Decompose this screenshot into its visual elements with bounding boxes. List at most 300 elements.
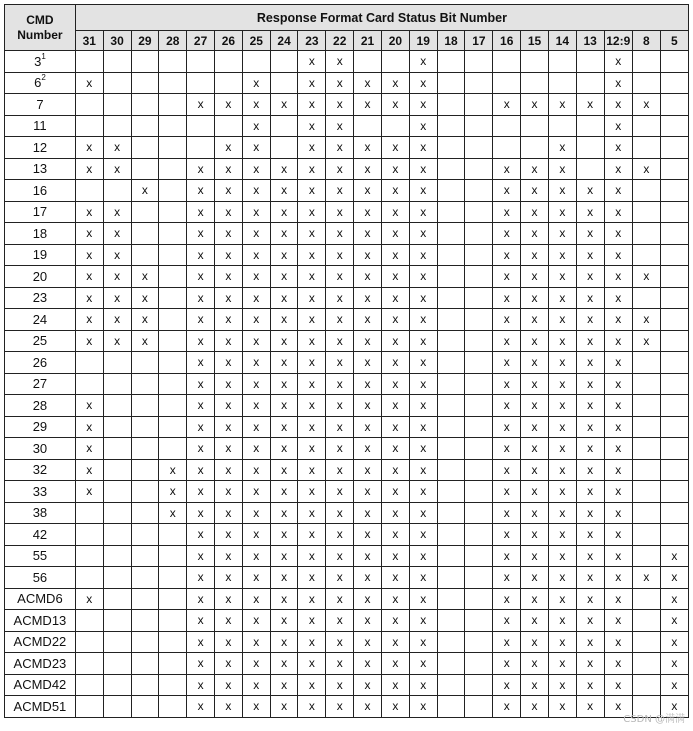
status-mark: x — [326, 416, 354, 438]
status-mark: x — [521, 158, 549, 180]
status-mark: x — [409, 330, 437, 352]
empty-cell — [103, 696, 131, 718]
status-mark: x — [521, 674, 549, 696]
empty-cell — [159, 223, 187, 245]
cmd-cell — [5, 373, 76, 395]
status-mark: x — [409, 502, 437, 524]
empty-cell — [270, 51, 298, 73]
status-mark: x — [576, 395, 604, 417]
status-mark: x — [381, 481, 409, 503]
status-mark: x — [409, 137, 437, 159]
status-mark: x — [187, 395, 215, 417]
empty-cell — [437, 309, 465, 331]
empty-cell — [660, 352, 688, 374]
status-mark: x — [493, 266, 521, 288]
cmd-label: 33 — [32, 483, 48, 499]
cmd-cell — [5, 567, 76, 589]
status-mark: x — [187, 223, 215, 245]
status-mark: x — [270, 631, 298, 653]
status-mark: x — [131, 309, 159, 331]
status-mark: x — [354, 373, 382, 395]
empty-cell — [632, 352, 660, 374]
empty-cell — [159, 137, 187, 159]
status-mark: x — [187, 244, 215, 266]
status-mark: x — [103, 266, 131, 288]
empty-cell — [103, 653, 131, 675]
status-mark: x — [215, 481, 243, 503]
empty-cell — [270, 137, 298, 159]
status-mark: x — [521, 696, 549, 718]
status-mark: x — [298, 72, 326, 94]
empty-cell — [187, 115, 215, 137]
status-mark: x — [354, 94, 382, 116]
status-mark: x — [354, 137, 382, 159]
status-mark: x — [298, 481, 326, 503]
status-mark: x — [493, 653, 521, 675]
table-row — [5, 201, 689, 223]
status-mark: x — [215, 137, 243, 159]
status-mark: x — [493, 201, 521, 223]
empty-cell — [103, 438, 131, 460]
table-row — [5, 631, 689, 653]
status-mark: x — [604, 287, 632, 309]
status-mark: x — [131, 266, 159, 288]
status-mark: x — [326, 502, 354, 524]
status-mark: x — [409, 416, 437, 438]
empty-cell — [131, 115, 159, 137]
empty-cell — [437, 352, 465, 374]
status-mark: x — [381, 545, 409, 567]
empty-cell — [493, 51, 521, 73]
empty-cell — [381, 115, 409, 137]
status-mark: x — [215, 438, 243, 460]
empty-cell — [103, 502, 131, 524]
empty-cell — [159, 438, 187, 460]
status-mark: x — [242, 94, 270, 116]
status-mark: x — [131, 330, 159, 352]
status-mark: x — [75, 72, 103, 94]
status-mark: x — [242, 244, 270, 266]
status-mark: x — [270, 653, 298, 675]
status-mark: x — [298, 51, 326, 73]
status-mark: x — [548, 94, 576, 116]
status-mark: x — [298, 631, 326, 653]
status-mark: x — [215, 309, 243, 331]
status-mark: x — [298, 459, 326, 481]
status-mark: x — [381, 244, 409, 266]
status-mark: x — [576, 244, 604, 266]
status-mark: x — [187, 567, 215, 589]
empty-cell — [270, 72, 298, 94]
empty-cell — [103, 373, 131, 395]
empty-cell — [465, 72, 493, 94]
cmd-label: 20 — [32, 268, 48, 284]
status-mark: x — [548, 459, 576, 481]
status-mark: x — [215, 588, 243, 610]
status-mark: x — [632, 330, 660, 352]
status-mark: x — [548, 588, 576, 610]
status-mark: x — [354, 266, 382, 288]
status-mark: x — [103, 201, 131, 223]
status-mark: x — [242, 545, 270, 567]
status-mark: x — [187, 373, 215, 395]
status-mark: x — [187, 502, 215, 524]
status-mark: x — [75, 481, 103, 503]
bit-header-23: 23 — [298, 31, 326, 51]
status-mark: x — [381, 524, 409, 546]
empty-cell — [159, 674, 187, 696]
status-mark: x — [493, 373, 521, 395]
empty-cell — [103, 567, 131, 589]
status-mark: x — [604, 459, 632, 481]
status-mark: x — [409, 352, 437, 374]
status-mark: x — [548, 180, 576, 202]
empty-cell — [465, 244, 493, 266]
status-mark: x — [298, 438, 326, 460]
empty-cell — [159, 201, 187, 223]
status-mark: x — [381, 631, 409, 653]
status-mark: x — [187, 438, 215, 460]
status-mark: x — [298, 158, 326, 180]
status-mark: x — [187, 459, 215, 481]
status-mark: x — [326, 180, 354, 202]
table-row — [5, 94, 689, 116]
empty-cell — [131, 502, 159, 524]
empty-cell — [131, 459, 159, 481]
status-mark: x — [270, 674, 298, 696]
status-mark: x — [660, 545, 688, 567]
cmd-label: 23 — [32, 290, 48, 306]
empty-cell — [131, 352, 159, 374]
empty-cell — [354, 51, 382, 73]
empty-cell — [660, 438, 688, 460]
status-mark: x — [326, 567, 354, 589]
empty-cell — [521, 72, 549, 94]
status-mark: x — [548, 674, 576, 696]
empty-cell — [465, 115, 493, 137]
cmd-label: 55 — [32, 548, 48, 564]
empty-cell — [465, 158, 493, 180]
status-mark: x — [187, 674, 215, 696]
status-mark: x — [493, 395, 521, 417]
status-mark: x — [548, 137, 576, 159]
status-mark: x — [242, 72, 270, 94]
status-mark: x — [660, 567, 688, 589]
status-mark: x — [576, 610, 604, 632]
table-row — [5, 524, 689, 546]
empty-cell — [75, 631, 103, 653]
status-mark: x — [242, 567, 270, 589]
status-mark: x — [409, 567, 437, 589]
status-mark: x — [159, 481, 187, 503]
empty-cell — [159, 266, 187, 288]
cmd-label: ACMD42 — [13, 677, 67, 693]
cmd-cell — [5, 674, 76, 696]
status-mark: x — [242, 481, 270, 503]
empty-cell — [660, 51, 688, 73]
empty-cell — [131, 201, 159, 223]
status-mark: x — [242, 395, 270, 417]
status-mark: x — [298, 502, 326, 524]
status-mark: x — [604, 137, 632, 159]
status-mark: x — [270, 610, 298, 632]
empty-cell — [465, 588, 493, 610]
empty-cell — [75, 524, 103, 546]
status-mark: x — [493, 223, 521, 245]
cmd-cell — [5, 201, 76, 223]
empty-cell — [437, 567, 465, 589]
status-mark: x — [354, 481, 382, 503]
status-mark: x — [298, 309, 326, 331]
status-mark: x — [215, 223, 243, 245]
status-mark: x — [493, 330, 521, 352]
empty-cell — [493, 137, 521, 159]
status-mark: x — [242, 330, 270, 352]
empty-cell — [103, 416, 131, 438]
empty-cell — [660, 481, 688, 503]
cmd-cell — [5, 653, 76, 675]
empty-cell — [465, 481, 493, 503]
status-mark: x — [409, 610, 437, 632]
cmd-label: 38 — [32, 505, 48, 521]
table-body — [5, 51, 689, 718]
cmd-label: 26 — [32, 354, 48, 370]
empty-cell — [131, 588, 159, 610]
empty-cell — [465, 352, 493, 374]
status-mark: x — [215, 352, 243, 374]
status-mark: x — [548, 416, 576, 438]
cmd-label: 19 — [32, 247, 48, 263]
status-mark: x — [381, 201, 409, 223]
status-mark: x — [75, 416, 103, 438]
cmd-cell — [5, 115, 76, 137]
status-mark: x — [409, 158, 437, 180]
empty-cell — [75, 545, 103, 567]
empty-cell — [437, 223, 465, 245]
status-mark: x — [381, 696, 409, 718]
status-mark: x — [548, 610, 576, 632]
status-mark: x — [632, 309, 660, 331]
status-mark: x — [242, 137, 270, 159]
status-mark: x — [604, 696, 632, 718]
status-mark: x — [381, 330, 409, 352]
status-mark: x — [103, 330, 131, 352]
empty-cell — [103, 674, 131, 696]
cmd-label: 30 — [32, 440, 48, 456]
status-mark: x — [298, 653, 326, 675]
cmd-header-line1: CMD — [26, 12, 54, 27]
cmd-label: 3 — [34, 53, 42, 69]
empty-cell — [660, 244, 688, 266]
status-mark: x — [354, 524, 382, 546]
cmd-cell — [5, 352, 76, 374]
status-mark: x — [270, 158, 298, 180]
status-mark: x — [326, 158, 354, 180]
status-mark: x — [298, 352, 326, 374]
empty-cell — [159, 631, 187, 653]
bit-header-18: 18 — [437, 31, 465, 51]
empty-cell — [437, 137, 465, 159]
status-mark: x — [298, 94, 326, 116]
status-mark: x — [215, 94, 243, 116]
status-mark: x — [548, 524, 576, 546]
empty-cell — [103, 545, 131, 567]
empty-cell — [159, 416, 187, 438]
status-mark: x — [576, 502, 604, 524]
cmd-cell — [5, 524, 76, 546]
empty-cell — [103, 72, 131, 94]
empty-cell — [632, 51, 660, 73]
status-mark: x — [215, 330, 243, 352]
status-mark: x — [242, 610, 270, 632]
status-mark: x — [521, 201, 549, 223]
empty-cell — [465, 201, 493, 223]
status-mark: x — [409, 696, 437, 718]
status-mark: x — [604, 373, 632, 395]
status-mark: x — [298, 395, 326, 417]
status-mark: x — [242, 674, 270, 696]
status-mark: x — [354, 330, 382, 352]
bit-header-12-9: 12:9 — [604, 31, 632, 51]
empty-cell — [159, 610, 187, 632]
empty-cell — [632, 545, 660, 567]
empty-cell — [660, 158, 688, 180]
table-row — [5, 373, 689, 395]
status-mark: x — [604, 180, 632, 202]
empty-cell — [437, 631, 465, 653]
cmd-label: 29 — [32, 419, 48, 435]
status-mark: x — [242, 438, 270, 460]
status-mark: x — [409, 309, 437, 331]
status-mark: x — [270, 330, 298, 352]
cmd-label: 11 — [33, 118, 47, 134]
status-mark: x — [270, 266, 298, 288]
status-mark: x — [326, 352, 354, 374]
empty-cell — [159, 545, 187, 567]
empty-cell — [215, 72, 243, 94]
empty-cell — [465, 674, 493, 696]
status-mark: x — [187, 610, 215, 632]
status-mark: x — [270, 545, 298, 567]
empty-cell — [131, 373, 159, 395]
status-mark: x — [354, 610, 382, 632]
status-mark: x — [298, 180, 326, 202]
empty-cell — [576, 72, 604, 94]
status-mark: x — [242, 502, 270, 524]
status-mark: x — [242, 352, 270, 374]
status-mark: x — [604, 201, 632, 223]
bit-header-27: 27 — [187, 31, 215, 51]
empty-cell — [131, 94, 159, 116]
empty-cell — [437, 201, 465, 223]
status-mark: x — [242, 223, 270, 245]
status-mark: x — [242, 115, 270, 137]
status-mark: x — [270, 223, 298, 245]
status-mark: x — [215, 502, 243, 524]
status-mark: x — [326, 201, 354, 223]
status-mark: x — [298, 588, 326, 610]
status-mark: x — [604, 502, 632, 524]
empty-cell — [632, 674, 660, 696]
empty-cell — [465, 373, 493, 395]
status-mark: x — [604, 309, 632, 331]
status-mark: x — [632, 94, 660, 116]
status-mark: x — [242, 524, 270, 546]
status-mark: x — [326, 653, 354, 675]
empty-cell — [465, 545, 493, 567]
empty-cell — [131, 545, 159, 567]
status-mark: x — [187, 588, 215, 610]
status-mark: x — [298, 567, 326, 589]
status-bit-table — [4, 4, 689, 718]
status-mark: x — [270, 696, 298, 718]
status-mark: x — [493, 631, 521, 653]
status-mark: x — [548, 653, 576, 675]
status-mark: x — [521, 309, 549, 331]
empty-cell — [437, 524, 465, 546]
empty-cell — [215, 115, 243, 137]
status-mark: x — [493, 352, 521, 374]
cmd-label: 32 — [32, 462, 48, 478]
empty-cell — [437, 674, 465, 696]
empty-cell — [521, 51, 549, 73]
status-mark: x — [576, 266, 604, 288]
cmd-cell — [5, 244, 76, 266]
empty-cell — [215, 51, 243, 73]
status-mark: x — [521, 653, 549, 675]
status-mark: x — [381, 459, 409, 481]
empty-cell — [159, 567, 187, 589]
status-mark: x — [242, 373, 270, 395]
status-mark: x — [298, 287, 326, 309]
empty-cell — [576, 51, 604, 73]
status-mark: x — [409, 266, 437, 288]
table-row — [5, 653, 689, 675]
status-mark: x — [604, 244, 632, 266]
table-row — [5, 696, 689, 718]
empty-cell — [270, 115, 298, 137]
status-mark: x — [354, 459, 382, 481]
cmd-label: 13 — [32, 161, 48, 177]
empty-cell — [159, 51, 187, 73]
empty-cell — [131, 674, 159, 696]
status-mark: x — [187, 481, 215, 503]
table-row — [5, 330, 689, 352]
bit-header-22: 22 — [326, 31, 354, 51]
status-mark: x — [215, 266, 243, 288]
status-mark: x — [298, 610, 326, 632]
status-mark: x — [354, 244, 382, 266]
status-mark: x — [381, 416, 409, 438]
status-mark: x — [604, 395, 632, 417]
cmd-cell — [5, 588, 76, 610]
status-mark: x — [215, 459, 243, 481]
status-mark: x — [604, 115, 632, 137]
empty-cell — [187, 137, 215, 159]
status-mark: x — [187, 201, 215, 223]
status-mark: x — [270, 524, 298, 546]
status-mark: x — [270, 588, 298, 610]
status-mark: x — [604, 545, 632, 567]
empty-cell — [131, 567, 159, 589]
status-mark: x — [215, 545, 243, 567]
empty-cell — [465, 223, 493, 245]
empty-cell — [465, 459, 493, 481]
status-mark: x — [604, 567, 632, 589]
empty-cell — [465, 309, 493, 331]
status-mark: x — [521, 287, 549, 309]
status-mark: x — [103, 158, 131, 180]
